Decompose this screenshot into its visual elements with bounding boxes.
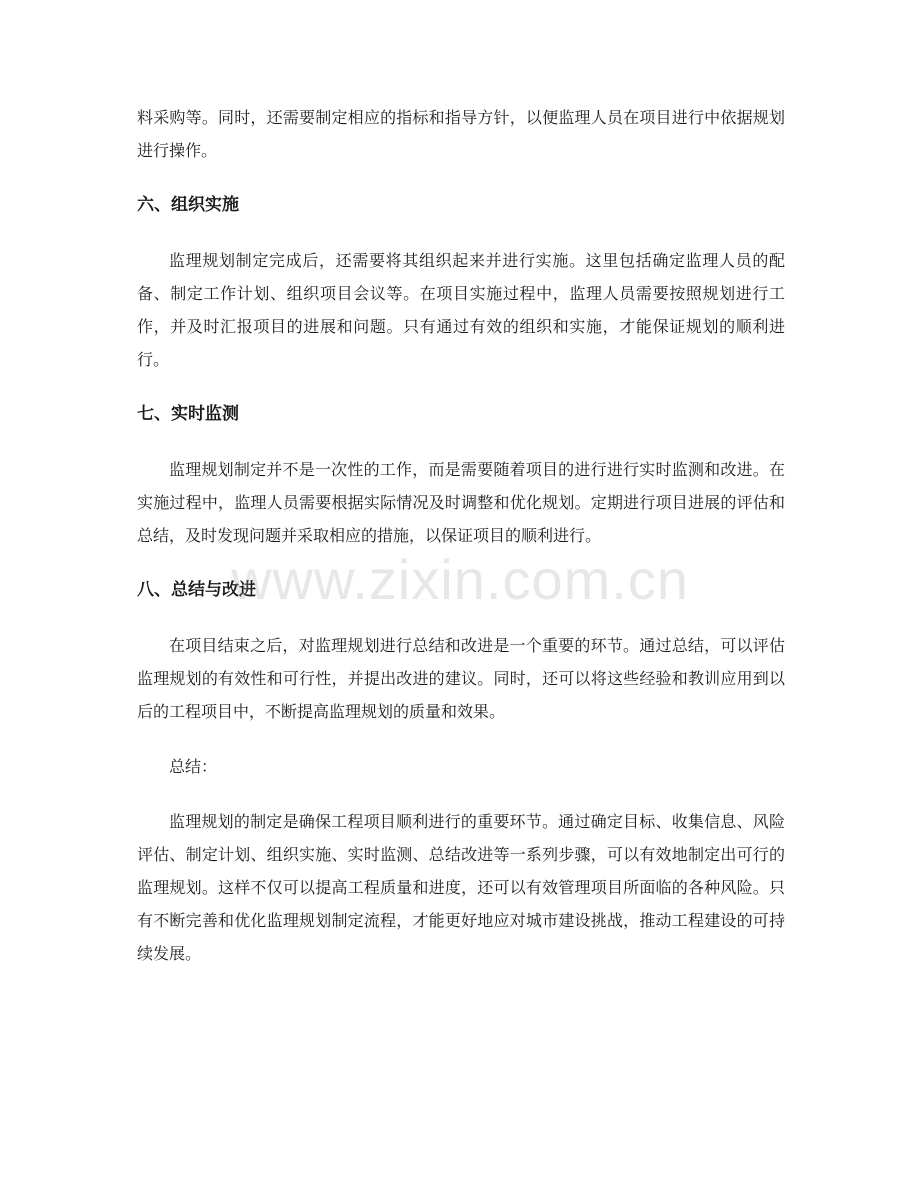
section-heading-organize: 六、组织实施	[137, 195, 239, 215]
section-heading-monitor: 七、实时监测	[137, 404, 239, 424]
section-paragraph-organize: 监理规划制定完成后，还需要将其组织起来并进行实施。这里包括确定监理人员的配备、制定工作计划、组织项目会议等。在项目实施过程中，监理人员需要按照规划进行工作，并及时汇报项目的进展和问题。只有通过有效的组织和实施，才能保证规划的顺利进行。	[137, 251, 785, 369]
section-paragraph-monitor: 监理规划制定并不是一次性的工作，而是需要随着项目的进行进行实时监测和改进。在实施过程中，监理人员需要根据实际情况及时调整和优化规划。定期进行项目进展的评估和总结，及时发现问题并采取相应的措施，以保证项目的顺利进行。	[137, 460, 785, 545]
section-paragraph-review: 在项目结束之后，对监理规划进行总结和改进是一个重要的环节。通过总结，可以评估监理规划的有效性和可行性，并提出改进的建议。同时，还可以将这些经验和教训应用到以后的工程项目中，不断提高监理规划的质量和效果。	[137, 636, 785, 721]
section-heading-review: 八、总结与改进	[137, 580, 256, 600]
summary-paragraph: 监理规划的制定是确保工程项目顺利进行的重要环节。通过确定目标、收集信息、风险评估、制定计划、组织实施、实时监测、总结改进等一系列步骤，可以有效地制定出可行的监理规划。这样不仅可以提高工程质量和进度，还可以有效管理项目所面临的各种风险。只有不断完善和优化监理规划制定流程，才能更好地应对城市建设挑战，推动工程建设的可持续发展。	[137, 812, 785, 963]
intro-paragraph: 料采购等。同时，还需要制定相应的指标和指导方针，以便监理人员在项目进行中依据规划进行操作。	[137, 108, 785, 160]
summary-label: 总结：	[169, 757, 218, 776]
watermark-text: www.zixin.com.cn	[231, 548, 689, 611]
document-body	[137, 101, 785, 970]
